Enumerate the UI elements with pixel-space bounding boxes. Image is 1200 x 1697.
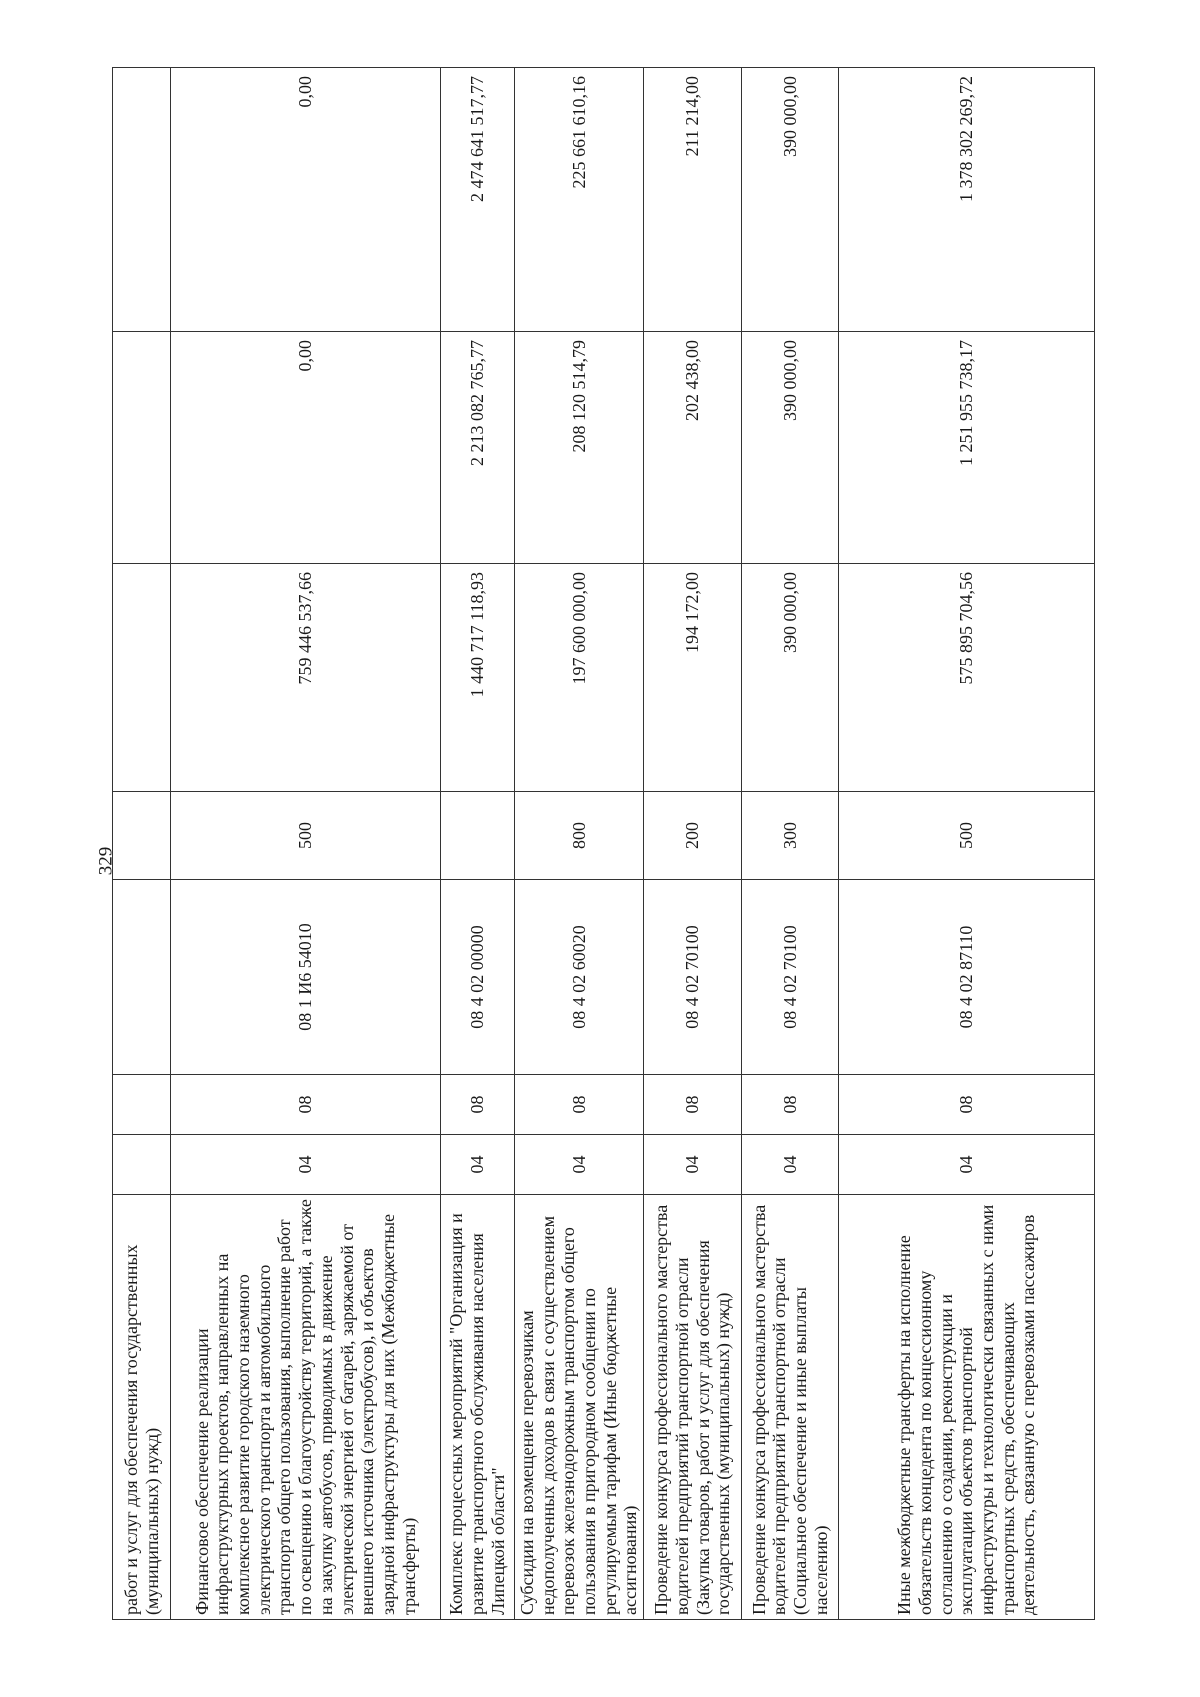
row-amount-3: 211 214,00 bbox=[644, 68, 742, 332]
table-row bbox=[515, 68, 644, 1620]
row-amount-2: 1 251 955 738,17 bbox=[839, 332, 1095, 564]
row-amount-2 bbox=[113, 332, 171, 564]
row-target-code: 08 4 02 70100 bbox=[644, 880, 742, 1075]
table-row bbox=[839, 68, 1095, 1620]
row-amount-2: 2 213 082 765,77 bbox=[441, 332, 515, 564]
rotated-table-container bbox=[112, 68, 1087, 1620]
row-description: Финансовое обеспечение реализации инфраструктурных проектов, направленных на комплексное развитие городского наземного электрического транспорта и автомобильного транспорта общего пользования, выполнение работ по освещению и благоустройству территорий, а также на закупку автобусов, приводимых в движение электрической энергией от батарей, заряжаемой от внешнего источника (электробусов), и объектов зарядной инфраструктуры для них (Межбюджетные трансферты) bbox=[171, 1195, 441, 1620]
row-amount-3 bbox=[113, 68, 171, 332]
row-amount-1: 194 172,00 bbox=[644, 564, 742, 792]
row-section: 04 bbox=[441, 1135, 515, 1195]
row-description: работ и услуг для обеспечения государственных (муниципальных) нужд) bbox=[113, 1195, 171, 1620]
row-expense-type: 300 bbox=[742, 792, 839, 880]
row-description: Иные межбюджетные трансферты на исполнение обязательств концедента по концессионному соглашению о создании, реконструкции и эксплуатации объектов транспортной инфраструктуры и технологически связанных с ними транспортных средств, обеспечивающих деятельность, связанную с перевозками пассажиров bbox=[839, 1195, 1095, 1620]
row-description: Проведение конкурса профессионального мастерства водителей предприятий транспортной отрасли (Закупка товаров, работ и услуг для обеспечения государственных (муниципальных) нужд) bbox=[644, 1195, 742, 1620]
table-row bbox=[441, 68, 515, 1620]
row-subsection: 08 bbox=[441, 1075, 515, 1135]
table-row bbox=[644, 68, 742, 1620]
row-section: 04 bbox=[644, 1135, 742, 1195]
row-subsection: 08 bbox=[839, 1075, 1095, 1135]
row-section: 04 bbox=[742, 1135, 839, 1195]
row-expense-type bbox=[113, 792, 171, 880]
row-expense-type bbox=[441, 792, 515, 880]
row-amount-1: 575 895 704,56 bbox=[839, 564, 1095, 792]
row-expense-type: 500 bbox=[839, 792, 1095, 880]
row-subsection bbox=[113, 1075, 171, 1135]
row-amount-2: 202 438,00 bbox=[644, 332, 742, 564]
row-amount-2: 390 000,00 bbox=[742, 332, 839, 564]
table-row bbox=[113, 68, 171, 1620]
row-subsection: 08 bbox=[171, 1075, 441, 1135]
row-amount-3: 225 661 610,16 bbox=[515, 68, 644, 332]
row-target-code: 08 4 02 87110 bbox=[839, 880, 1095, 1075]
row-amount-1: 390 000,00 bbox=[742, 564, 839, 792]
budget-table bbox=[112, 67, 1095, 1620]
row-amount-3: 1 378 302 269,72 bbox=[839, 68, 1095, 332]
row-target-code: 08 4 02 70100 bbox=[742, 880, 839, 1075]
row-expense-type: 200 bbox=[644, 792, 742, 880]
row-amount-1: 1 440 717 118,93 bbox=[441, 564, 515, 792]
row-description: Проведение конкурса профессионального мастерства водителей предприятий транспортной отрасли (Социальное обеспечение и иные выплаты населению) bbox=[742, 1195, 839, 1620]
row-amount-3: 0,00 bbox=[171, 68, 441, 332]
row-subsection: 08 bbox=[515, 1075, 644, 1135]
row-amount-1: 197 600 000,00 bbox=[515, 564, 644, 792]
row-amount-2: 208 120 514,79 bbox=[515, 332, 644, 564]
row-target-code bbox=[113, 880, 171, 1075]
row-target-code: 08 4 02 00000 bbox=[441, 880, 515, 1075]
row-section: 04 bbox=[515, 1135, 644, 1195]
row-amount-1 bbox=[113, 564, 171, 792]
page-number: 329 bbox=[95, 846, 117, 876]
row-description: Субсидии на возмещение перевозчикам недополученных доходов в связи с осуществлением перевозок железнодорожным транспортом общего пользования в пригородном сообщении по регулируемым тарифам (Иные бюджетные ассигнования) bbox=[515, 1195, 644, 1620]
row-section: 04 bbox=[839, 1135, 1095, 1195]
row-amount-1: 759 446 537,66 bbox=[171, 564, 441, 792]
row-subsection: 08 bbox=[742, 1075, 839, 1135]
row-amount-3: 2 474 641 517,77 bbox=[441, 68, 515, 332]
row-target-code: 08 4 02 60020 bbox=[515, 880, 644, 1075]
row-amount-2: 0,00 bbox=[171, 332, 441, 564]
row-description: Комплекс процессных мероприятий "Организация и развитие транспортного обслуживания населения Липецкой области" bbox=[441, 1195, 515, 1620]
row-section: 04 bbox=[171, 1135, 441, 1195]
table-row bbox=[742, 68, 839, 1620]
table-row bbox=[171, 68, 441, 1620]
row-expense-type: 500 bbox=[171, 792, 441, 880]
row-target-code: 08 1 И6 54010 bbox=[171, 880, 441, 1075]
row-expense-type: 800 bbox=[515, 792, 644, 880]
row-section bbox=[113, 1135, 171, 1195]
row-amount-3: 390 000,00 bbox=[742, 68, 839, 332]
row-subsection: 08 bbox=[644, 1075, 742, 1135]
